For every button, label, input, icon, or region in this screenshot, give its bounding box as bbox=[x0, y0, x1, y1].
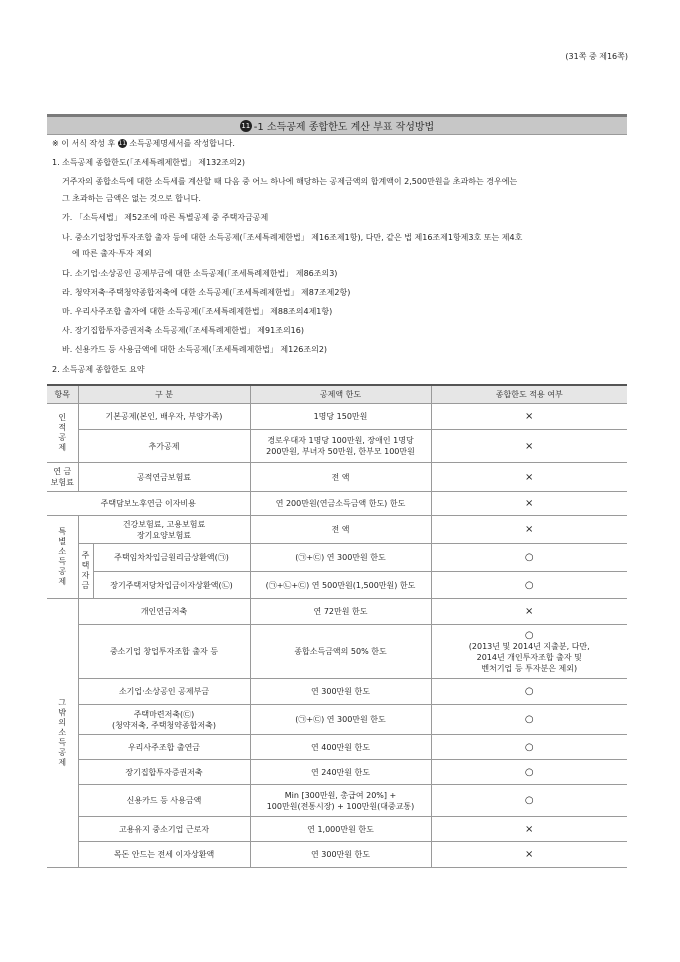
row-label: 우리사주조합 출연금 bbox=[78, 735, 250, 760]
row-applies: × bbox=[431, 463, 627, 492]
group-label-pension: 연 금 보험료 bbox=[47, 463, 78, 492]
table-row bbox=[47, 760, 627, 785]
row-applies: ○ bbox=[431, 572, 627, 599]
row-label: 추가공제 bbox=[78, 430, 250, 463]
row-limit: 전 액 bbox=[250, 516, 431, 544]
row-limit: 1명당 150만원 bbox=[250, 404, 431, 430]
row-applies: ○ bbox=[431, 705, 627, 735]
table-row bbox=[47, 735, 627, 760]
section1-item: 라. 청약저축·주택청약종합저축에 대한 소득공제(「조세특례제한법」 제87조제2항) bbox=[62, 288, 351, 297]
row-limit: 연 240만원 한도 bbox=[250, 760, 431, 785]
row-label: 소기업·소상공인 공제부금 bbox=[78, 679, 250, 705]
group-label-inj: 인적공제 bbox=[47, 404, 78, 463]
section-banner bbox=[47, 114, 627, 135]
row-applies: × bbox=[431, 516, 627, 544]
row-limit: 전 액 bbox=[250, 463, 431, 492]
section1-desc-line1: 거주자의 종합소득에 대한 소득세를 계산할 때 다음 중 어느 하나에 해당하는 공제금액의 합계액이 2,500만원을 초과하는 경우에는 bbox=[62, 177, 518, 186]
note-number-badge: 11 bbox=[118, 140, 127, 147]
section1-desc-line2: 그 초과하는 금액은 없는 것으로 합니다. bbox=[62, 194, 201, 203]
row-label: 건강보험료, 고용보험료 장기요양보험료 bbox=[78, 516, 250, 544]
row-applies: × bbox=[431, 492, 627, 516]
row-limit: 연 72만원 한도 bbox=[250, 599, 431, 625]
row-applies: × bbox=[431, 430, 627, 463]
section1-item: 바. 신용카드 등 사용금액에 대한 소득공제(「조세특례제한법」 제126조의2) bbox=[62, 345, 328, 354]
header-applies: 종합한도 적용 여부 bbox=[431, 385, 627, 404]
section1-item: 나. 중소기업창업투자조합 출자 등에 대한 소득공제(「조세특례제한법」 제16조제1항), 다만, 같은 법 제16조제1항제3호 또는 제4호 bbox=[62, 233, 523, 242]
table-row bbox=[47, 430, 627, 463]
table-header-row bbox=[47, 385, 627, 404]
group-label-special: 특별소득공제 bbox=[47, 516, 78, 599]
table-row bbox=[47, 705, 627, 735]
row-label: 주택임차차입금원리금상환액(㉠) bbox=[93, 544, 250, 572]
header-limit: 공제액 한도 bbox=[250, 385, 431, 404]
row-applies: × bbox=[431, 817, 627, 842]
section2-heading: 2. 소득공제 종합한도 요약 bbox=[52, 365, 145, 374]
row-limit: 연 300만원 한도 bbox=[250, 842, 431, 868]
row-applies: ○ bbox=[431, 679, 627, 705]
row-limit: (㉠+㉢) 연 300만원 한도 bbox=[250, 544, 431, 572]
page-indicator: (31쪽 중 제16쪽) bbox=[565, 52, 628, 61]
row-limit: 연 200만원(연금소득금액 한도) 한도 bbox=[250, 492, 431, 516]
table-row bbox=[47, 572, 627, 599]
note-prefix: ※ 이 서식 작성 후 bbox=[52, 139, 116, 148]
row-limit: 종합소득금액의 50% 한도 bbox=[250, 625, 431, 679]
note-line bbox=[52, 138, 235, 149]
section1-item: 가. 「소득세법」 제52조에 따른 특별공제 중 주택자금공제 bbox=[62, 213, 269, 222]
row-limit: (㉠+㉢) 연 300만원 한도 bbox=[250, 705, 431, 735]
row-label: 개인연금저축 bbox=[78, 599, 250, 625]
row-limit: 연 300만원 한도 bbox=[250, 679, 431, 705]
row-label: 고용유지 중소기업 근로자 bbox=[78, 817, 250, 842]
row-applies: × bbox=[431, 842, 627, 868]
table-row bbox=[47, 785, 627, 817]
table-row bbox=[47, 463, 627, 492]
table-row bbox=[47, 492, 627, 516]
note-suffix: 소득공제명세서를 작성합니다. bbox=[129, 139, 235, 148]
row-label: 공적연금보험료 bbox=[78, 463, 250, 492]
group-label-other: 그 밖의 소득공제 bbox=[47, 599, 78, 868]
row-limit: 연 400만원 한도 bbox=[250, 735, 431, 760]
row-label: 중소기업 창업투자조합 출자 등 bbox=[78, 625, 250, 679]
table-row bbox=[47, 404, 627, 430]
row-label: 목돈 안드는 전세 이자상환액 bbox=[78, 842, 250, 868]
summary-table bbox=[47, 384, 627, 868]
row-applies: ○ bbox=[431, 544, 627, 572]
section1-item-continuation: 에 따른 출자·투자 제외 bbox=[72, 249, 152, 258]
table-row bbox=[47, 625, 627, 679]
table-row bbox=[47, 544, 627, 572]
section-title: -1 소득공제 종합한도 계산 부표 작성방법 bbox=[253, 122, 435, 133]
table-row bbox=[47, 817, 627, 842]
row-applies: ○ bbox=[431, 735, 627, 760]
row-label: 장기집합투자증권저축 bbox=[78, 760, 250, 785]
row-label: 장기주택저당차입금이자상환액(㉡) bbox=[93, 572, 250, 599]
section1-heading: 1. 소득공제 종합한도(「조세특례제한법」 제132조의2) bbox=[52, 158, 245, 167]
table-row bbox=[47, 842, 627, 868]
row-label: 주택마련저축(㉢) (청약저축, 주택청약종합저축) bbox=[78, 705, 250, 735]
header-item: 항목 bbox=[47, 385, 78, 404]
table-row bbox=[47, 679, 627, 705]
section-number-badge: 11 bbox=[241, 121, 251, 130]
row-limit: (㉠+㉡+㉢) 연 500만원(1,500만원) 한도 bbox=[250, 572, 431, 599]
row-applies: × bbox=[431, 404, 627, 430]
row-label: 신용카드 등 사용금액 bbox=[78, 785, 250, 817]
row-applies: ○ bbox=[431, 760, 627, 785]
row-label: 주택담보노후연금 이자비용 bbox=[47, 492, 250, 516]
table-row bbox=[47, 516, 627, 544]
table-row bbox=[47, 599, 627, 625]
header-category: 구 분 bbox=[78, 385, 250, 404]
section1-item: 다. 소기업·소상공인 공제부금에 대한 소득공제(「조세특례제한법」 제86조의3) bbox=[62, 269, 338, 278]
row-applies: × bbox=[431, 599, 627, 625]
row-label: 기본공제(본인, 배우자, 부양가족) bbox=[78, 404, 250, 430]
row-applies: ○ (2013년 및 2014년 지출분, 다만, 2014년 개인투자조합 출자 및 벤처기업 등 투자분은 제외) bbox=[431, 625, 627, 679]
section1-item: 마. 우리사주조합 출자에 대한 소득공제(「조세특례제한법」 제88조의4제1항) bbox=[62, 307, 333, 316]
row-limit: Min [300만원, 총급여 20%] + 100만원(전통시장) + 100만원(대중교통) bbox=[250, 785, 431, 817]
row-limit: 경로우대자 1명당 100만원, 장애인 1명당 200만원, 부녀자 50만원, 한부모 100만원 bbox=[250, 430, 431, 463]
subgroup-label-housing: 주택자금 bbox=[78, 544, 93, 599]
row-limit: 연 1,000만원 한도 bbox=[250, 817, 431, 842]
row-applies: ○ bbox=[431, 785, 627, 817]
section1-item: 사. 장기집합투자증권저축 소득공제(「조세특례제한법」 제91조의16) bbox=[62, 326, 304, 335]
